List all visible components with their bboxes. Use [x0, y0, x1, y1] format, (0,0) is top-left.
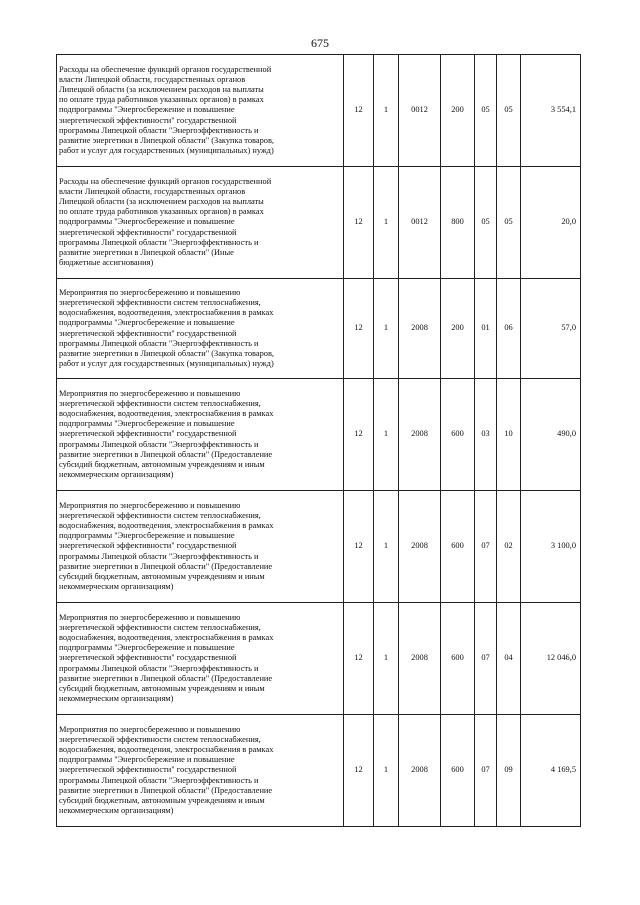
row-code-4: 800	[441, 167, 475, 279]
table-row	[57, 603, 581, 715]
table-row	[57, 379, 581, 491]
row-code-6: 06	[497, 279, 521, 379]
row-code-2: 1	[374, 603, 399, 715]
row-code-5: 01	[475, 279, 497, 379]
row-code-5: 07	[475, 603, 497, 715]
row-code-3: 2008	[399, 279, 441, 379]
row-amount: 490,0	[521, 379, 581, 491]
row-code-1: 12	[344, 279, 374, 379]
row-amount: 4 169,5	[521, 715, 581, 827]
row-code-2: 1	[374, 379, 399, 491]
table-row	[57, 279, 581, 379]
row-code-1: 12	[344, 603, 374, 715]
row-code-6: 09	[497, 715, 521, 827]
row-code-3: 2008	[399, 379, 441, 491]
row-code-5: 07	[475, 715, 497, 827]
budget-table	[56, 54, 581, 827]
row-code-4: 600	[441, 603, 475, 715]
row-code-2: 1	[374, 491, 399, 603]
row-amount: 3 554,1	[521, 55, 581, 167]
table-row	[57, 167, 581, 279]
row-code-1: 12	[344, 491, 374, 603]
row-code-6: 05	[497, 167, 521, 279]
row-code-6: 10	[497, 379, 521, 491]
row-code-5: 03	[475, 379, 497, 491]
row-amount: 57,0	[521, 279, 581, 379]
table-row	[57, 55, 581, 167]
page-number: 675	[311, 36, 329, 50]
row-amount: 12 046,0	[521, 603, 581, 715]
row-code-5: 05	[475, 55, 497, 167]
row-description: Мероприятия по энергосбережению и повышению энергетической эффективности систем теплоснабжения, водоснабжения, водоотведения, электроснабжения в рамках подпрограммы "Энергосбережение и повышение энергетической эффективности" государственной программы Липецкой области "Энергоэффективность и развитие энергетики в Липецкой области" (Предоставление субсидий бюджетным, автономным учреждениям и иным некоммерческим организациям)	[57, 603, 344, 715]
row-code-6: 04	[497, 603, 521, 715]
row-code-6: 05	[497, 55, 521, 167]
row-amount: 20,0	[521, 167, 581, 279]
row-code-3: 2008	[399, 491, 441, 603]
row-code-4: 200	[441, 279, 475, 379]
table-row	[57, 715, 581, 827]
row-code-1: 12	[344, 167, 374, 279]
row-code-2: 1	[374, 55, 399, 167]
row-description: Мероприятия по энергосбережению и повышению энергетической эффективности систем теплоснабжения, водоснабжения, водоотведения, электроснабжения в рамках подпрограммы "Энергосбережение и повышение энергетической эффективности" государственной программы Липецкой области "Энергоэффективность и развитие энергетики в Липецкой области" (Закупка товаров, работ и услуг для государственных (муниципальных) нужд)	[57, 279, 344, 379]
row-description: Мероприятия по энергосбережению и повышению энергетической эффективности систем теплоснабжения, водоснабжения, водоотведения, электроснабжения в рамках подпрограммы "Энергосбережение и повышение энергетической эффективности" государственной программы Липецкой области "Энергоэффективность и развитие энергетики в Липецкой области" (Предоставление субсидий бюджетным, автономным учреждениям и иным некоммерческим организациям)	[57, 491, 344, 603]
row-description: Мероприятия по энергосбережению и повышению энергетической эффективности систем теплоснабжения, водоснабжения, водоотведения, электроснабжения в рамках подпрограммы "Энергосбережение и повышение энергетической эффективности" государственной программы Липецкой области "Энергоэффективность и развитие энергетики в Липецкой области" (Предоставление субсидий бюджетным, автономным учреждениям и иным некоммерческим организациям)	[57, 715, 344, 827]
row-code-2: 1	[374, 715, 399, 827]
row-code-4: 600	[441, 715, 475, 827]
row-description: Расходы на обеспечение функций органов государственной власти Липецкой области, государственных органов Липецкой области (за исключением расходов на выплаты по оплате труда работников указанных органов) в рамках подпрограммы "Энергосбережение и повышение энергетической эффективности" государственной программы Липецкой области "Энергоэффективность и развитие энергетики в Липецкой области" (Закупка товаров, работ и услуг для государственных (муниципальных) нужд)	[57, 55, 344, 167]
row-code-3: 2008	[399, 603, 441, 715]
row-code-4: 600	[441, 379, 475, 491]
row-code-3: 0012	[399, 55, 441, 167]
row-code-1: 12	[344, 55, 374, 167]
row-code-4: 600	[441, 491, 475, 603]
row-description: Расходы на обеспечение функций органов государственной власти Липецкой области, государственных органов Липецкой области (за исключением расходов на выплаты по оплате труда работников указанных органов) в рамках подпрограммы "Энергосбережение и повышение энергетической эффективности" государственной программы Липецкой области "Энергоэффективность и развитие энергетики в Липецкой области" (Иные бюджетные ассигнования)	[57, 167, 344, 279]
row-code-1: 12	[344, 379, 374, 491]
row-code-5: 05	[475, 167, 497, 279]
row-code-4: 200	[441, 55, 475, 167]
row-code-1: 12	[344, 715, 374, 827]
row-code-5: 07	[475, 491, 497, 603]
row-code-6: 02	[497, 491, 521, 603]
row-amount: 3 100,0	[521, 491, 581, 603]
row-description: Мероприятия по энергосбережению и повышению энергетической эффективности систем теплоснабжения, водоснабжения, водоотведения, электроснабжения в рамках подпрограммы "Энергосбережение и повышение энергетической эффективности" государственной программы Липецкой области "Энергоэффективность и развитие энергетики в Липецкой области" (Предоставление субсидий бюджетным, автономным учреждениям и иным некоммерческим организациям)	[57, 379, 344, 491]
table-row	[57, 491, 581, 603]
row-code-2: 1	[374, 279, 399, 379]
row-code-2: 1	[374, 167, 399, 279]
row-code-3: 0012	[399, 167, 441, 279]
row-code-3: 2008	[399, 715, 441, 827]
